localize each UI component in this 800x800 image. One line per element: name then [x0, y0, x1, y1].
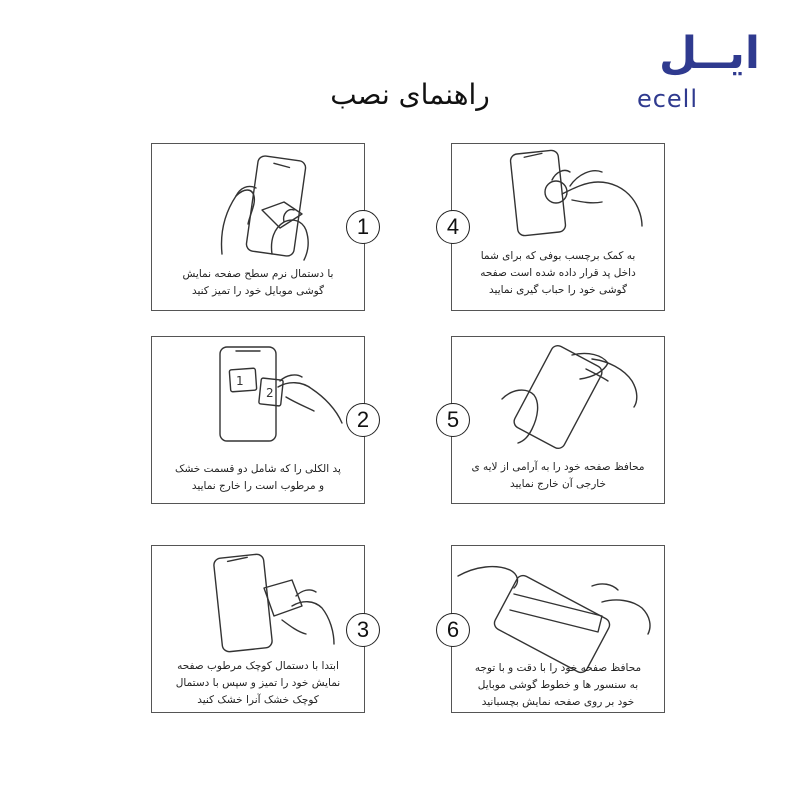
step-2-line-2: و مرطوب است را خارج نمایید — [191, 480, 325, 492]
step-2-number: 2 — [346, 403, 380, 437]
step-1-number: 1 — [346, 210, 380, 244]
step-6-line-2: به سنسور ها و خطوط گوشی موبایل — [477, 679, 639, 691]
page-title: راهنمای نصب — [330, 78, 490, 111]
step-1-caption — [158, 266, 358, 300]
step-1-line-2: گوشی موبایل خود را تمیز کنید — [191, 285, 325, 297]
step-3-line-3: کوچک خشک آنرا خشک کنید — [197, 694, 319, 706]
step-4-caption — [458, 248, 658, 299]
step-3-line-2: نمایش خود را تمیز و سپس با دستمال — [175, 677, 341, 689]
step-5-line-1: محافظ صفحه خود را به آرامی از لایه ی — [471, 461, 645, 473]
step-5-line-2: خارجی آن خارج نمایید — [510, 478, 606, 490]
svg-text:1: 1 — [236, 374, 244, 388]
step-3-caption — [158, 658, 358, 709]
logo-latin-text: ecell — [636, 85, 698, 113]
logo-persian-text: ایــل — [659, 28, 760, 79]
step-card-3 — [151, 545, 365, 713]
step-5-number: 5 — [436, 403, 470, 437]
step-2-caption — [158, 461, 358, 495]
step-3-number: 3 — [346, 613, 380, 647]
step-5-caption — [458, 459, 658, 493]
brand-logo — [620, 28, 760, 113]
svg-text:2: 2 — [266, 386, 274, 400]
step-1-line-1: با دستمال نرم سطح صفحه نمایش — [182, 268, 334, 280]
step-4-line-3: گوشی خود را حباب گیری نمایید — [489, 284, 627, 296]
step-card-2 — [151, 336, 365, 504]
step-6-line-1: محافظ صفحه خود را با دقت و با توجه — [474, 662, 642, 674]
step-6-line-3: خود بر روی صفحه نمایش بچسبانید — [481, 696, 635, 708]
step-4-line-2: داخل پد قرار داده شده است صفحه — [480, 267, 636, 279]
step-2-line-1: پد الکلی را که شامل دو قسمت خشک — [175, 463, 341, 475]
step-4-number: 4 — [436, 210, 470, 244]
step-card-6 — [451, 545, 665, 713]
step-card-1 — [151, 143, 365, 311]
step-card-5 — [451, 336, 665, 504]
step-6-caption — [458, 660, 658, 711]
step-4-line-1: به کمک برچسب بوفی که برای شما — [480, 250, 636, 262]
step-3-line-1: ابتدا با دستمال کوچک مرطوب صفحه — [177, 660, 339, 672]
step-6-number: 6 — [436, 613, 470, 647]
step-card-4 — [451, 143, 665, 311]
